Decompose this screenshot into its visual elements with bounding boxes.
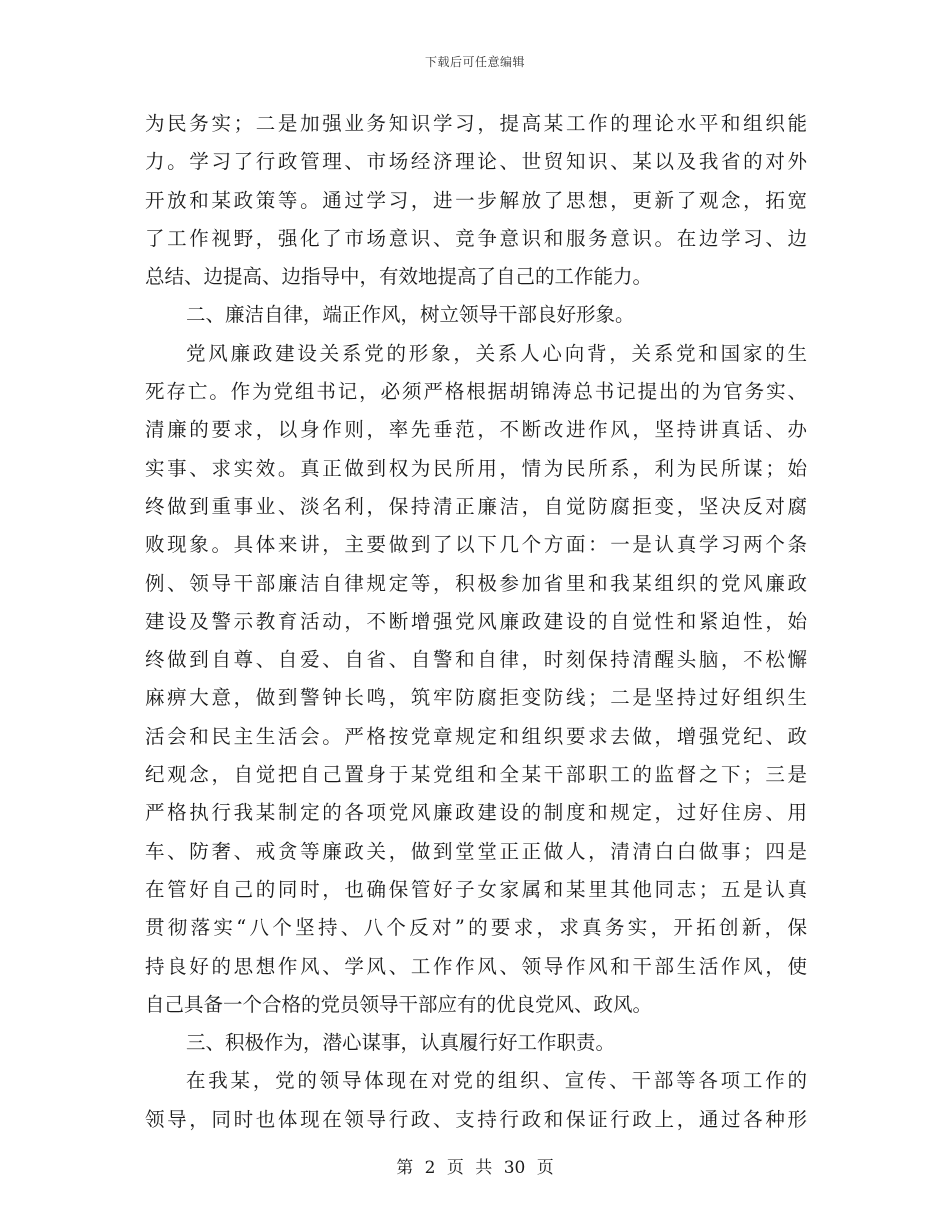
text-line: 在我某，党的领导体现在对党的组织、宣传、干部等各项工作的 [186, 1069, 807, 1093]
text-line: 死存亡。作为党组书记，必须严格根据胡锦涛总书记提出的为官务实、 [145, 380, 807, 404]
text-line: 总结、边提高、边指导中，有效地提高了自己的工作能力。 [145, 265, 653, 289]
text-line: 清廉的要求，以身作则，率先垂范，不断改进作风，坚持讲真话、办 [145, 418, 807, 442]
text-line: 车、防奢、戒贪等廉政关，做到堂堂正正做人，清清白白做事；四是 [145, 839, 807, 863]
text-line: 在管好自己的同时，也确保管好子女家属和某里其他同志；五是认真 [145, 877, 807, 901]
text-line: 建设及警示教育活动，不断增强党风廉政建设的自觉性和紧迫性，始 [145, 609, 807, 633]
text-line: 自己具备一个合格的党员领导干部应有的优良党风、政风。 [145, 992, 653, 1016]
section-heading: 二、廉洁自律，端正作风，树立领导干部良好形象。 [186, 303, 635, 327]
text-line: 败现象。具体来讲，主要做到了以下几个方面：一是认真学习两个条 [145, 533, 807, 557]
text-line: 实事、求实效。真正做到权为民所用，情为民所系，利为民所谋；始 [145, 456, 807, 480]
text-line: 麻痹大意，做到警钟长鸣，筑牢防腐拒变防线；二是坚持过好组织生 [145, 686, 807, 710]
text-line: 严格执行我某制定的各项党风廉政建设的制度和规定，过好住房、用 [145, 801, 807, 825]
text-line: 终做到自尊、自爱、自省、自警和自律，时刻保持清醒头脑，不松懈 [145, 648, 807, 672]
text-line: 活会和民主生活会。严格按党章规定和组织要求去做，增强党纪、政 [145, 724, 807, 748]
text-line: 党风廉政建设关系党的形象，关系人心向背，关系党和国家的生 [186, 341, 807, 365]
text-line: 例、领导干部廉洁自律规定等，积极参加省里和我某组织的党风廉政 [145, 571, 807, 595]
text-line: 力。学习了行政管理、市场经济理论、世贸知识、某以及我省的对外 [145, 150, 807, 174]
text-line: 领导，同时也体现在领导行政、支持行政和保证行政上，通过各种形 [145, 1107, 807, 1131]
text-line: 终做到重事业、淡名利，保持清正廉洁，自觉防腐拒变，坚决反对腐 [145, 494, 807, 518]
text-line: 了工作视野，强化了市场意识、竞争意识和服务意识。在边学习、边 [145, 226, 807, 250]
text-line: 持良好的思想作风、学风、工作作风、领导作风和干部生活作风，使 [145, 954, 807, 978]
text-line: 为民务实；二是加强业务知识学习，提高某工作的理论水平和组织能 [145, 112, 807, 135]
page-number-footer: 第 2 页 共 30 页 [396, 1158, 554, 1178]
page-header-note: 下载后可任意编辑 [424, 55, 525, 69]
text-line: 纪观念，自觉把自己置身于某党组和全某干部职工的监督之下；三是 [145, 763, 807, 787]
document-body [145, 105, 807, 1139]
text-line: 贯彻落实“八个坚持、八个反对”的要求，求真务实，开拓创新，保 [145, 916, 807, 940]
text-line: 开放和某政策等。通过学习，进一步解放了思想，更新了观念，拓宽 [145, 188, 807, 212]
section-heading: 三、积极作为，潜心谋事，认真履行好工作职责。 [186, 1031, 616, 1055]
